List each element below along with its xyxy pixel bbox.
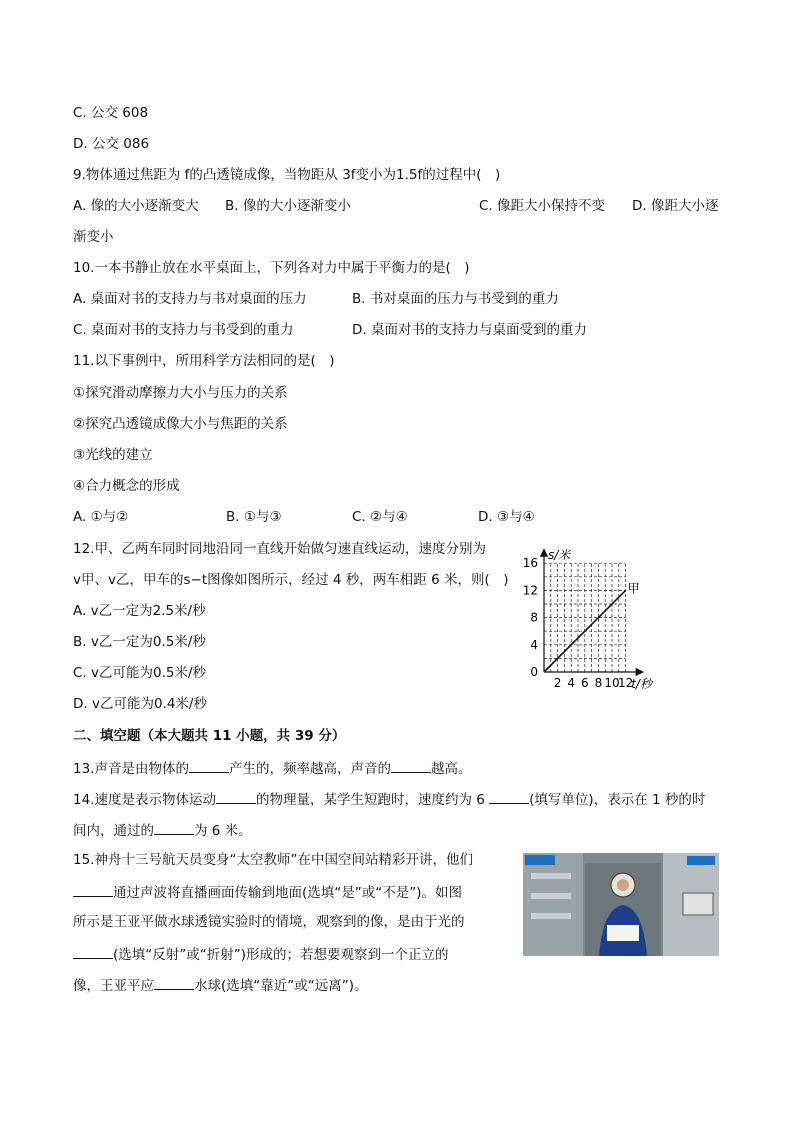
y-tick-label: 4 [530, 637, 538, 652]
q15-line5-part2: 水球(选填“靠近”或“远离”)。 [194, 978, 368, 994]
q14-line2 [73, 820, 252, 840]
q8-option-d: D. 公交 086 [73, 136, 150, 152]
q11-item-2: ②探究凸透镜成像大小与焦距的关系 [73, 416, 288, 432]
q15-blank-3[interactable] [154, 975, 194, 990]
q15-line2 [73, 882, 462, 902]
x-axis-label: t/秒 [631, 677, 652, 691]
q8-option-c: C. 公交 608 [73, 105, 149, 121]
q9-option-a: A. 像的大小逐渐变大 [73, 198, 199, 214]
q12-option-d: D. v乙可能为0.4米/秒 [73, 696, 207, 712]
q10-option-c: C. 桌面对书的支持力与书受到的重力 [73, 322, 294, 338]
q10-option-a: A. 桌面对书的支持力与书对桌面的压力 [73, 291, 307, 307]
q9-stem: 9.物体通过焦距为 f的凸透镜成像，当物距从 3f变小为1.5f的过程中( ) [73, 167, 501, 183]
q11-item-4: ④合力概念的形成 [73, 478, 180, 494]
q15-line4-text: (选填“反射”或“折射”)形成的；若想要观察到一个正立的 [113, 947, 449, 963]
y-tick-label: 8 [530, 610, 538, 625]
q12-stem-line1: 12.甲、乙两车同时同地沿同一直线开始做匀速直线运动，速度分别为 [73, 541, 486, 557]
q11-option-d: D. ③与④ [478, 509, 535, 525]
q15-line4 [73, 944, 449, 964]
x-tick-label: 2 [553, 676, 562, 690]
section-heading: 二、填空题（本大题共 11 小题，共 39 分） [73, 728, 346, 744]
q10-stem: 10.一本书静止放在水平桌面上，下列各对力中属于平衡力的是( ) [73, 260, 470, 276]
origin-label: 0 [530, 665, 538, 679]
q14-part5: 为 6 米。 [194, 823, 252, 839]
q11-option-a: A. ①与② [73, 509, 129, 525]
q14-part3: (填写单位)，表示在 1 秒的时 [529, 792, 706, 808]
q15-line5 [73, 975, 368, 995]
q15-line2-text: 通过声波将直播画面传输到地面(选填“是”或“不是”)。如图 [113, 885, 463, 901]
q15-line5-part1: 像，王亚平应 [73, 978, 154, 994]
q14-blank-3[interactable] [154, 820, 194, 835]
q11-option-c: C. ②与④ [352, 509, 408, 525]
q15-line1: 15.神舟十三号航天员变身“太空教师”在中国空间站精彩开讲，他们 [73, 852, 473, 868]
q9-option-d: D. 像距大小逐 [632, 198, 719, 214]
y-tick-label: 12 [522, 583, 538, 598]
x-tick-label: 12 [617, 676, 634, 690]
q13-part1: 13.声音是由物体的 [73, 761, 189, 777]
q14-part2: 的物理量，某学生短跑时，速度约为 6 [255, 792, 490, 808]
q15-blank-2[interactable] [73, 944, 113, 959]
q9-option-b: B. 像的大小逐渐变小 [225, 198, 351, 214]
q15-line3: 所示是王亚平做水球透镜实验时的情境，观察到的像，是由于光的 [73, 914, 465, 930]
q13-blank-1[interactable] [189, 758, 229, 773]
q13-part3: 越高。 [430, 761, 472, 777]
q11-stem: 11.以下事例中，所用科学方法相同的是( ) [73, 353, 335, 369]
q12-option-c: C. v乙可能为0.5米/秒 [73, 665, 207, 681]
x-tick-label: 8 [594, 676, 603, 690]
q11-option-b: B. ①与③ [226, 509, 282, 525]
q13-part2: 产生的，频率越高，声音的 [228, 761, 391, 777]
q12-option-b: B. v乙一定为0.5米/秒 [73, 634, 206, 650]
space-station-photo [523, 853, 719, 956]
q14-blank-2[interactable] [489, 789, 529, 804]
q9-option-c: C. 像距大小保持不变 [479, 198, 606, 214]
q13-blank-2[interactable] [391, 758, 431, 773]
q11-item-1: ①探究滑动摩擦力大小与压力的关系 [73, 385, 288, 401]
q14-blank-1[interactable] [216, 789, 256, 804]
series-label: 甲 [627, 581, 640, 596]
q12-option-a: A. v乙一定为2.5米/秒 [73, 603, 206, 619]
q12-stem-line2: v甲、v乙，甲车的s−t图像如图所示，经过 4 秒，两车相距 6 米，则( ) [73, 572, 509, 588]
q13 [73, 758, 471, 778]
q10-option-b: B. 书对桌面的压力与书受到的重力 [352, 291, 559, 307]
y-axis-label: s/米 [548, 548, 571, 563]
x-tick-label: 4 [567, 676, 576, 690]
x-tick-label: 10 [604, 676, 620, 690]
x-tick-label: 6 [580, 676, 589, 690]
q14-part1: 14.速度是表示物体运动 [73, 792, 216, 808]
q10-option-d: D. 桌面对书的支持力与桌面受到的重力 [352, 322, 587, 338]
q9-option-d-continued: 渐变小 [73, 229, 114, 245]
q14-line1 [73, 789, 705, 809]
st-chart [520, 538, 725, 698]
q15-blank-1[interactable] [73, 882, 113, 897]
q11-item-3: ③光线的建立 [73, 447, 153, 463]
y-tick-label: 16 [522, 556, 538, 571]
q14-part4: 间内，通过的 [73, 823, 154, 839]
